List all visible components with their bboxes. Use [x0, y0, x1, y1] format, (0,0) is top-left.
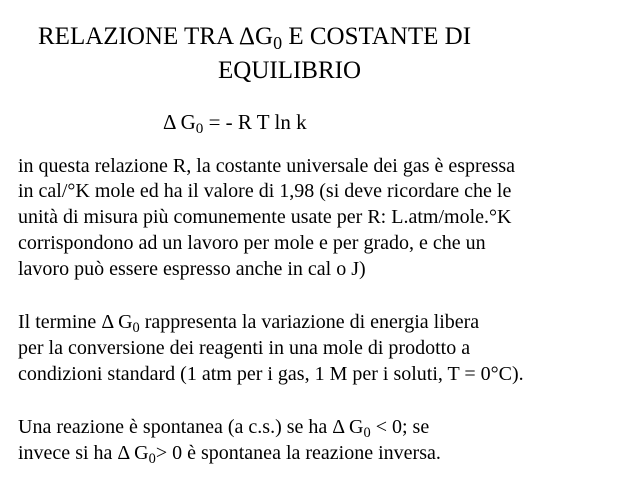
- formula: [163, 109, 307, 138]
- para2-line-2: per la conversione dei reagenti in una mole di prodotto a: [18, 337, 471, 359]
- para1-line-1: in questa relazione R, la costante universale dei gas è espressa: [18, 155, 516, 177]
- para2-line-3: condizioni standard (1 atm per i gas, 1 M per i soluti, T = 0°C).: [18, 363, 524, 385]
- para3-line-2: [18, 440, 441, 468]
- para2-delta-g: Δ G: [101, 311, 133, 333]
- title-delta-g: ΔG: [238, 23, 274, 50]
- title-text-line2: EQUILIBRIO: [218, 57, 362, 84]
- title-subscript: 0: [273, 33, 283, 54]
- para3-line-1: [18, 414, 429, 442]
- title-line-2: [218, 56, 361, 86]
- para3-line2-post: > 0 è spontanea la reazione inversa.: [155, 442, 441, 464]
- para3-subscript-1: 0: [363, 425, 371, 442]
- para3-line2-pre: invece si ha: [18, 442, 118, 464]
- para1-line-3: unità di misura più comunemente usate per R: L.atm/mole.°K: [18, 206, 512, 228]
- para2-line-1: [18, 309, 479, 337]
- para1-line-4: corrispondono ad un lavoro per mole e per grado, e che un: [18, 232, 486, 254]
- title-line-1: [38, 22, 471, 53]
- para2-text-post: rappresenta la variazione di energia libera: [139, 311, 480, 333]
- para3-text-post: < 0; se: [370, 416, 430, 438]
- title-text-post: E COSTANTE DI: [282, 23, 472, 50]
- para3-subscript-2: 0: [148, 451, 156, 468]
- title-text-pre: RELAZIONE TRA: [38, 23, 239, 50]
- para3-text-pre: Una reazione è spontanea (a c.s.) se ha: [18, 416, 333, 438]
- para3-delta-g: Δ G: [332, 416, 364, 438]
- formula-delta-g: Δ G: [163, 110, 196, 134]
- formula-subscript: 0: [195, 121, 204, 138]
- para1-line-2: in cal/°K mole ed ha il valore di 1,98 (si deve ricordare che le: [18, 180, 512, 202]
- para2-text-pre: Il termine: [18, 311, 102, 333]
- para1-line-5: lavoro può essere espresso anche in cal o J): [18, 258, 366, 280]
- para3-line2-delta-g: Δ G: [117, 442, 149, 464]
- formula-rest: = - R T ln k: [203, 110, 307, 134]
- para2-subscript: 0: [132, 320, 140, 337]
